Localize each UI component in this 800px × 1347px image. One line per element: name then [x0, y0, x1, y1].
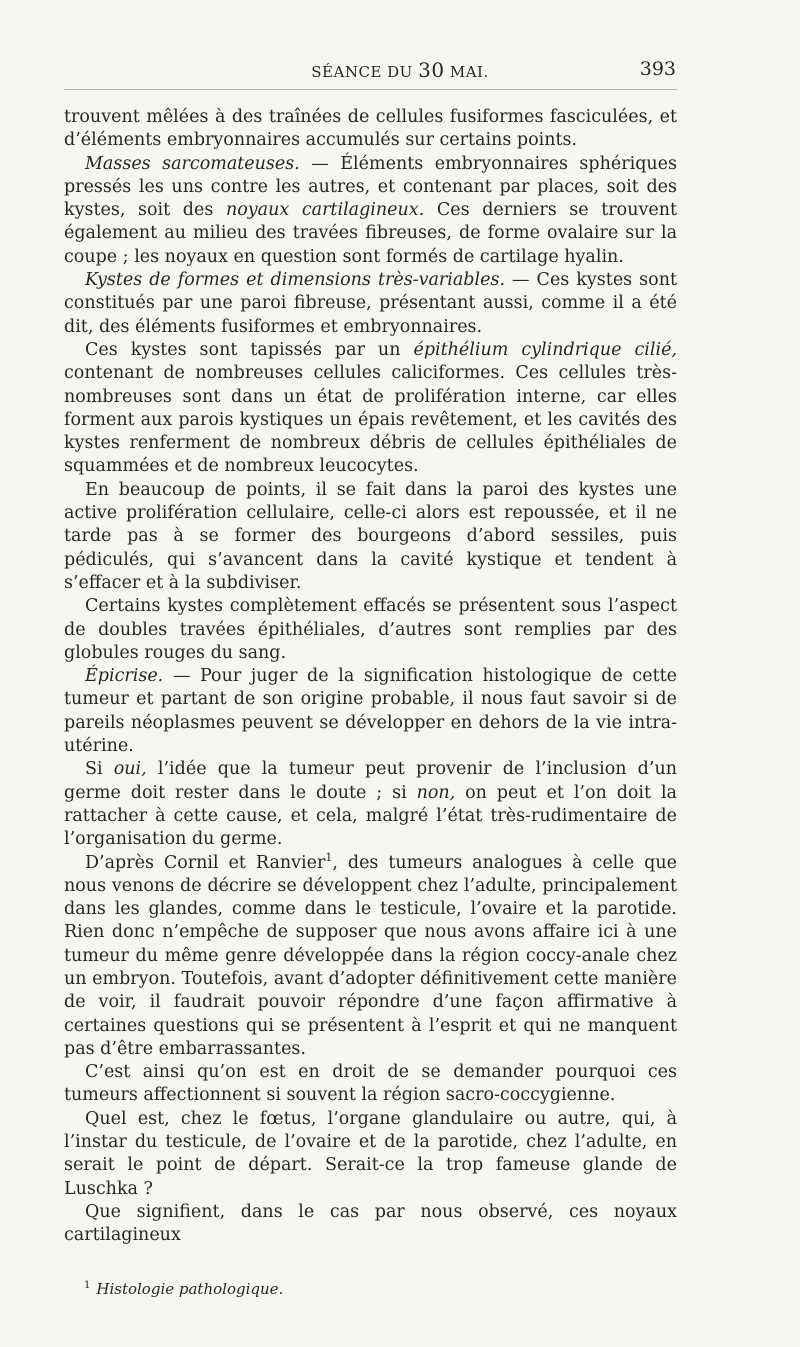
paragraph-9: D’après Cornil et Ranvier$^1$, des tumeurs analogues à celle que nous venons de décrire se développent chez l’adulte, principalement dans les glandes, comme dans le testicule, l’ovaire et la parotide. Rien donc n’empêche de supposer que nous avons affaire ici à une tumeur du même genre développée dans la région coccy-anale chez un embryon. Toutefois, avant d’adopter définitivement cette manière de voir, il faudrait pouvoir répondre d’une façon affirmative à certaines questions qui se présentent à l’esprit et qui ne manquent pas d’être embarrassantes.	[64, 850, 677, 1059]
running-head-post: MAI.	[444, 63, 489, 81]
running-head-date: 30	[418, 58, 445, 82]
paragraph-2: Masses sarcomateuses. — Éléments embryonnaires sphériques pressés les uns contre les autres, et contenant par places, soit des kystes, soit des noyaux cartilagineux. Ces derniers se trouvent également au milieu des travées fibreuses, de forme ovalaire sur la coupe ; les noyaux en question sont formés de cartilage hyalin.	[64, 153, 678, 267]
paragraph-5: En beaucoup de points, il se fait dans la paroi des kystes une active prolifération cellulaire, celle-ci alors est repoussée, et il ne tarde pas à se former des bourgeons d’abord sessiles, puis pédiculés, qui s’avancent dans la cavité kystique et tendent à s’effacer et à la subdiviser.	[64, 479, 677, 593]
running-head	[0, 58, 800, 82]
paragraph-7: Épicrise. — Pour juger de la signification histologique de cette tumeur et partant de son origine probable, il nous faut savoir si de pareils néoplasmes peuvent se développer en dehors de la vie intra-utérine.	[64, 666, 677, 757]
footnote	[84, 1280, 283, 1298]
footnote-text: Histologie pathologique.	[96, 1280, 284, 1298]
page-number: 393	[639, 58, 676, 80]
paragraph-6: Certains kystes complètement effacés se présentent sous l’aspect de doubles travées épithéliales, d’autres sont remplies par des globules rouges du sang.	[64, 596, 677, 663]
header-rule	[64, 89, 677, 90]
running-head-pre: SÉANCE DU	[311, 63, 419, 81]
footnote-ref: 1	[325, 850, 333, 864]
paragraph-1: trouvent mêlées à des traînées de cellules fusiformes fasciculées, et d’éléments embryonnaires accumulés sur certains points.	[64, 107, 677, 151]
paragraph-4: Ces kystes sont tapissés par un épithélium cylindrique cilié, contenant de nombreuses cellules caliciformes. Ces cellules très-nombreuses sont dans un état de prolifération interne, car elles forment aux parois kystiques un épais revêtement, et les cavités des kystes renferment de nombreux débris de cellules épithéliales de squammées et de nombreux leucocytes.	[64, 339, 677, 477]
page-header	[0, 58, 800, 84]
paragraph-3: Kystes de formes et dimensions très-variables. — Ces kystes sont constitués par une paroi fibreuse, présentant aussi, comme il a été dit, des éléments fusiformes et embryonnaires.	[64, 270, 677, 337]
body-text	[64, 106, 677, 1248]
paragraph-12: Que signifient, dans le cas par nous observé, ces noyaux cartilagineux	[64, 1201, 677, 1246]
paragraph-11: Quel est, chez le fœtus, l’organe glandulaire ou autre, qui, à l’instar du testicule, de l’ovaire et de la parotide, chez l’adulte, en serait le point de départ. Serait-ce la trop fameuse glande de Luschka ?	[64, 1108, 677, 1199]
paragraph-10: C’est ainsi qu’on est en droit de se demander pourquoi ces tumeurs affectionnent si souvent la région sacro-coccygienne.	[64, 1062, 677, 1106]
footnote-mark: 1	[84, 1280, 91, 1291]
paragraph-8: Si oui, l’idée que la tumeur peut provenir de l’inclusion d’un germe doit rester dans le doute ; si non, on peut et l’on doit la rattacher à cette cause, et cela, malgré l’état très-rudimentaire de l’organisation du germe.	[64, 759, 677, 850]
